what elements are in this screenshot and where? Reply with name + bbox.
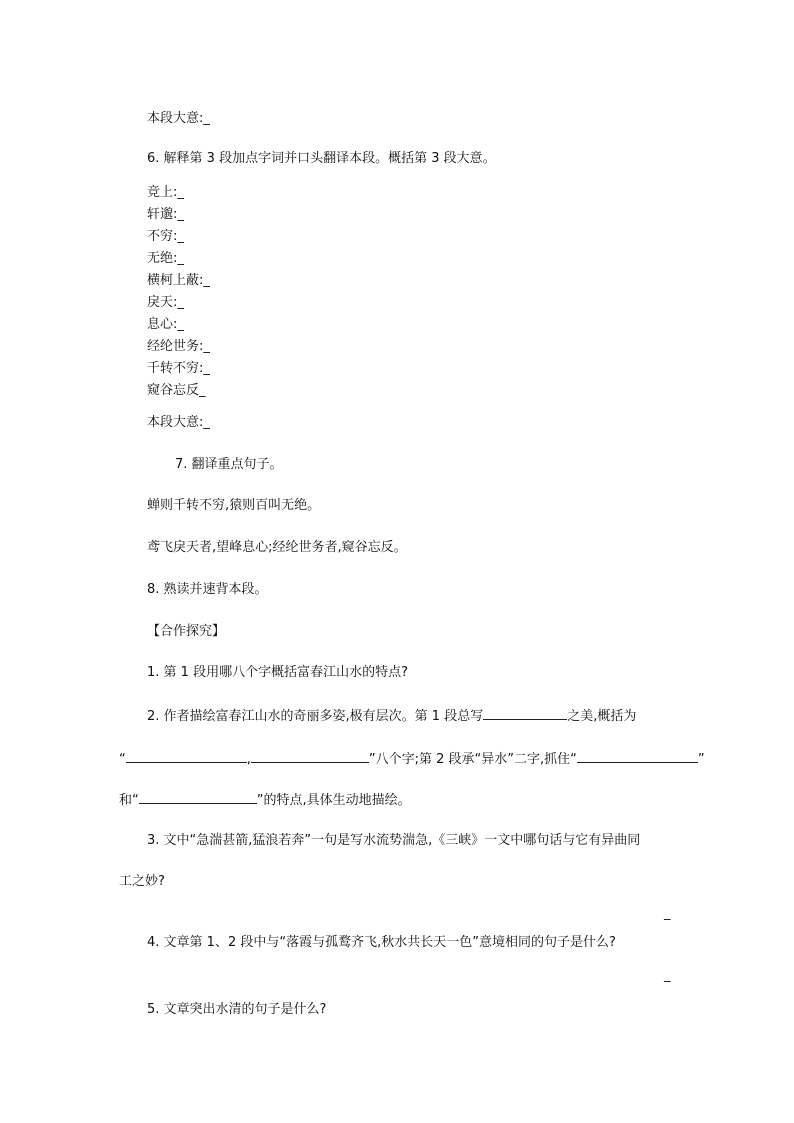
section5-summary: 本段大意:_	[147, 111, 210, 126]
coop-question-3-line2: 工之妙?	[119, 874, 165, 889]
fill-blank[interactable]	[577, 749, 698, 763]
term-line: 竞上:_	[147, 185, 184, 200]
fill-blank[interactable]	[483, 706, 567, 720]
answer-mark: _	[664, 968, 671, 983]
term-line: 经纶世务:_	[147, 339, 210, 354]
question-8: 8. 熟读并速背本段。	[147, 582, 268, 597]
coop-q2-text: 和“	[119, 793, 139, 808]
question-7: 7. 翻译重点句子。	[175, 457, 283, 472]
coop-q2-text: “	[119, 752, 126, 767]
translate-sentence: 蝉则千转不穷,猿则百叫无绝。	[147, 498, 321, 513]
answer-mark: _	[664, 906, 671, 921]
coop-question-1: 1. 第 1 段用哪八个字概括富春江山水的特点?	[147, 665, 408, 680]
section6-summary: 本段大意:_	[147, 415, 210, 430]
coop-question-4: 4. 文章第 1、2 段中与“落霞与孤鹜齐飞,秋水共长天一色”意境相同的句子是什么?	[147, 935, 616, 950]
coop-q2-text: 2. 作者描绘富春江山水的奇丽多姿,极有层次。第 1 段总写	[147, 709, 484, 724]
coop-question-2-line2	[119, 749, 705, 769]
fill-blank[interactable]	[126, 749, 247, 763]
cooperative-heading: 【合作探究】	[147, 624, 226, 639]
coop-q2-text: ”	[697, 752, 705, 767]
term-line: 不穷:_	[147, 229, 184, 244]
fill-blank[interactable]	[139, 790, 257, 804]
term-line: 轩邈:_	[147, 207, 184, 222]
coop-question-2-line1	[147, 706, 636, 726]
term-line: 息心:_	[147, 317, 184, 332]
coop-question-3-line1: 3. 文中“急湍甚箭,猛浪若奔”一句是写水流势湍急,《三峡》一文中哪句话与它有异曲同	[147, 833, 641, 848]
translate-sentence: 鸢飞戾天者,望峰息心;经纶世务者,窥谷忘反。	[147, 540, 407, 555]
coop-q2-text: ”的特点,具体生动地描绘。	[256, 793, 411, 808]
question-6: 6. 解释第 3 段加点字词并口头翻译本段。概括第 3 段大意。	[147, 151, 496, 166]
coop-q2-text: ,	[246, 752, 251, 767]
term-line: 无绝:_	[147, 251, 184, 266]
coop-q2-text: ”八个字;第 2 段承“异水”二字,抓住“	[368, 752, 577, 767]
term-line: 千转不穷:_	[147, 361, 210, 376]
coop-question-2-line3	[119, 790, 411, 810]
term-line: 窥谷忘反_	[147, 383, 206, 398]
fill-blank[interactable]	[251, 749, 369, 763]
term-line: 戾天:_	[147, 295, 184, 310]
term-line: 横柯上蔽:_	[147, 273, 210, 288]
coop-q2-text: 之美,概括为	[567, 709, 637, 724]
coop-question-5: 5. 文章突出水清的句子是什么?	[147, 1002, 327, 1017]
